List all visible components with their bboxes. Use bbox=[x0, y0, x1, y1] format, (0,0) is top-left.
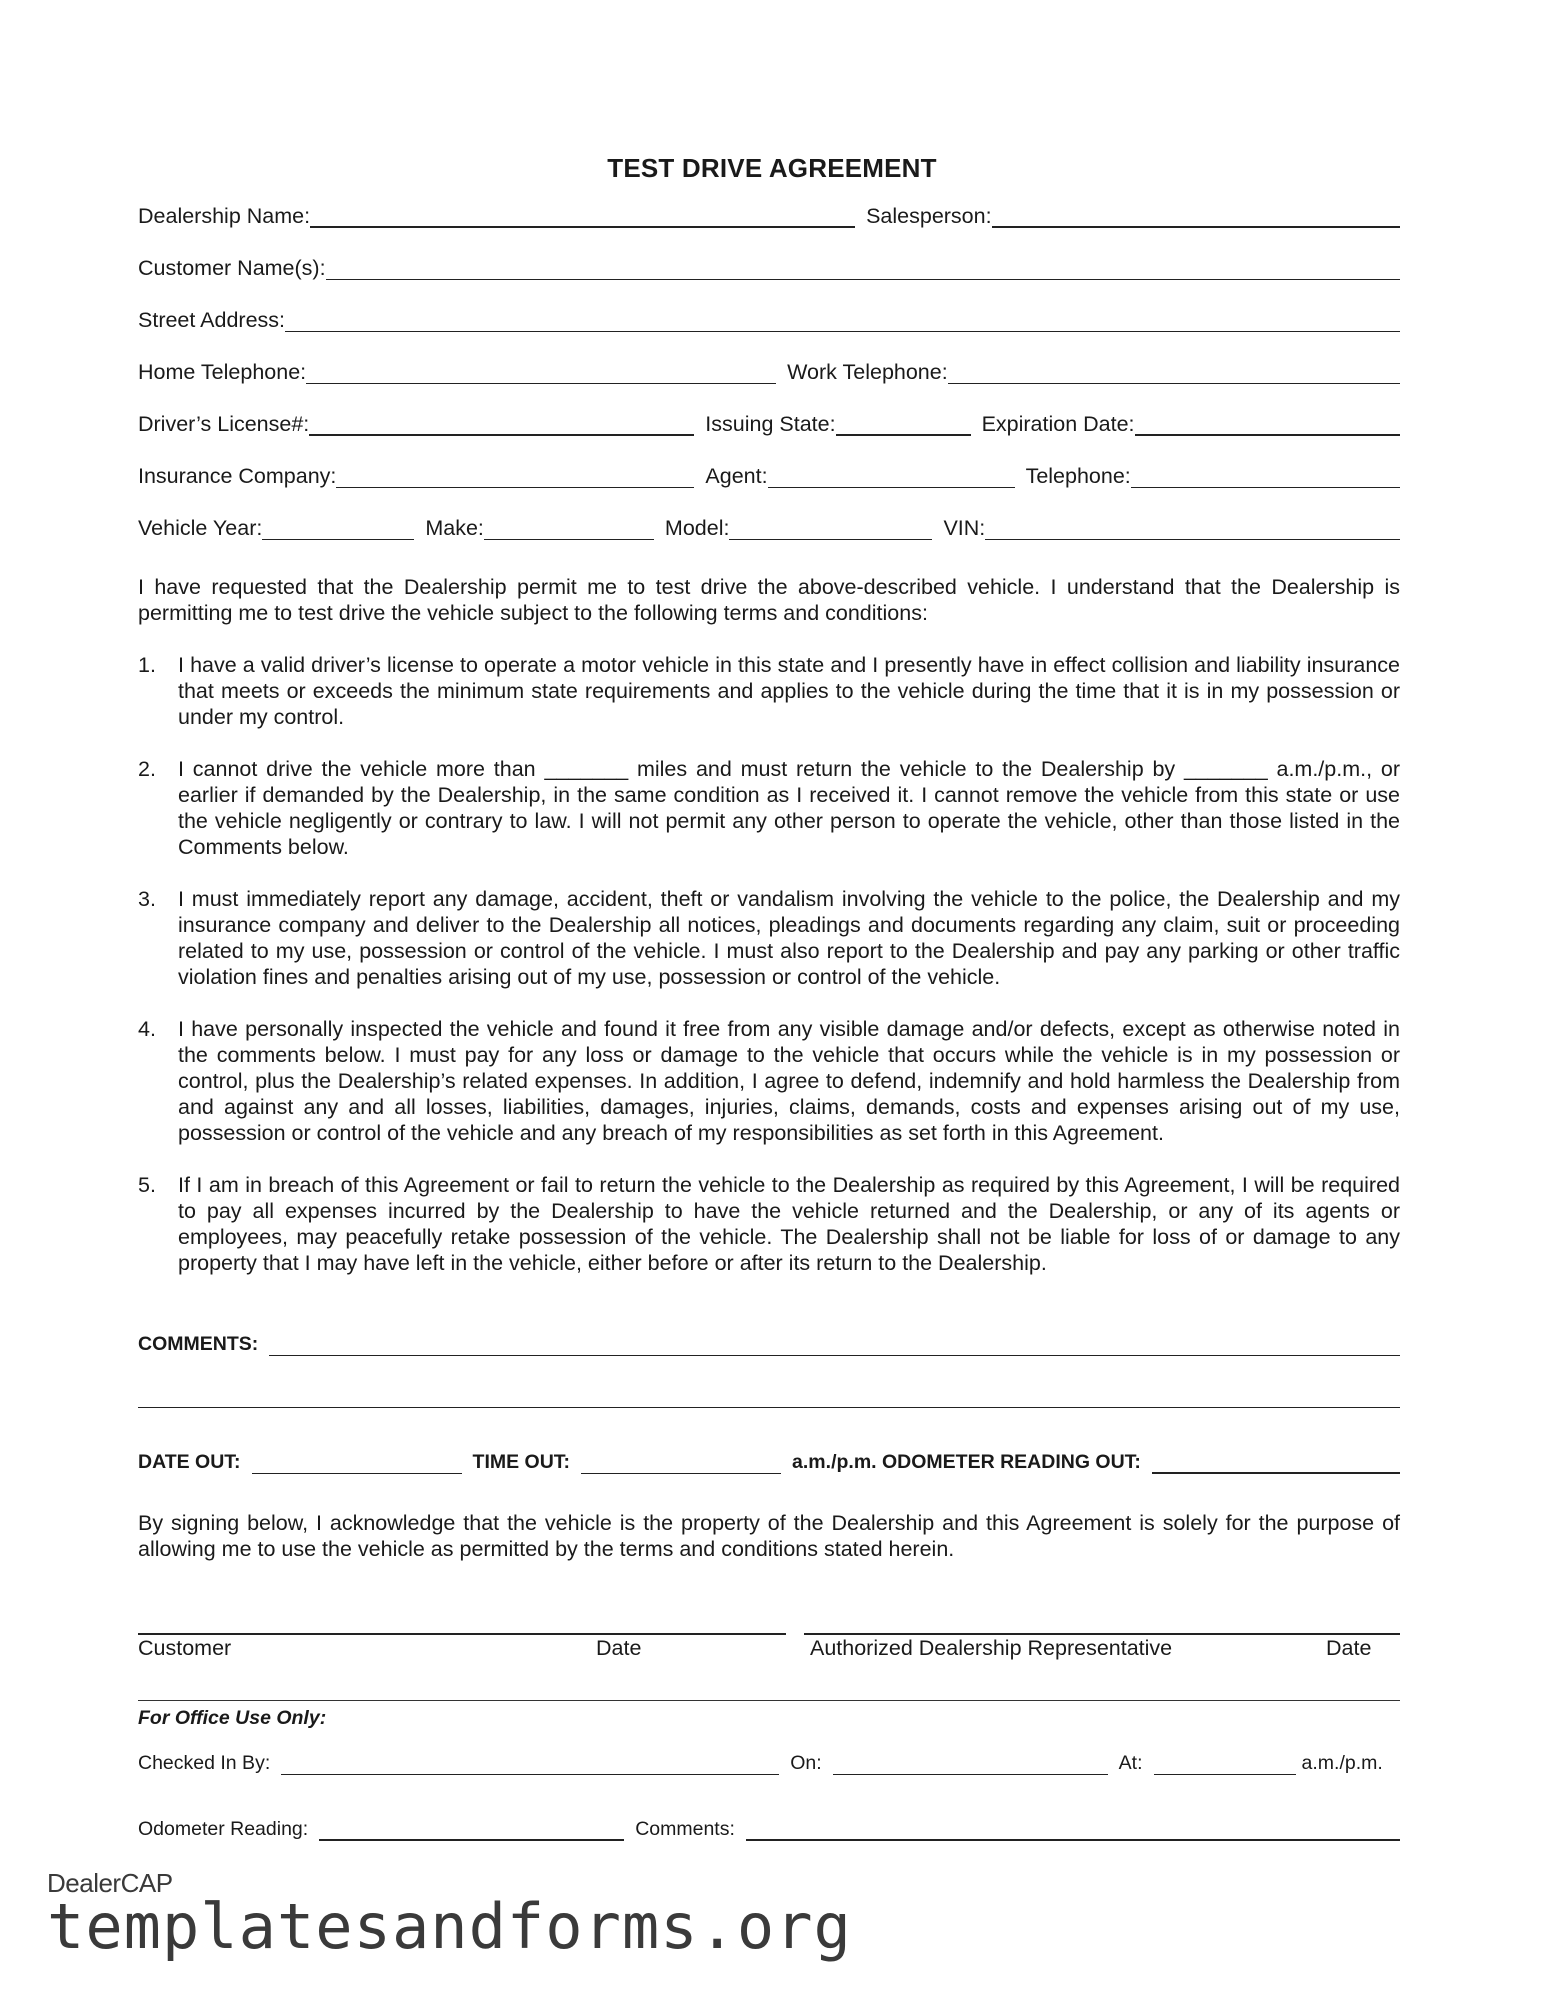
vin-label: VIN: bbox=[943, 516, 986, 540]
vehicle-year-label: Vehicle Year: bbox=[138, 516, 263, 540]
checked-in-row bbox=[138, 1745, 1400, 1775]
agent-label: Agent: bbox=[705, 464, 768, 488]
checkout-row bbox=[138, 1444, 1400, 1474]
comments-row bbox=[138, 1326, 1400, 1356]
expiration-date-field[interactable] bbox=[1135, 412, 1400, 436]
home-telephone-label: Home Telephone: bbox=[138, 360, 307, 384]
model-field[interactable] bbox=[729, 517, 932, 540]
acknowledgement-paragraph: By signing below, I acknowledge that the vehicle is the property of the Dealership and this Agreement is solely for the purpose of allowing me to use the vehicle as permitted by the terms and conditions stated herein. bbox=[138, 1511, 1400, 1561]
checked-on-label: On: bbox=[790, 1752, 822, 1774]
site-watermark: templatesandforms.org bbox=[47, 1890, 852, 1963]
checked-at-field[interactable] bbox=[1154, 1752, 1296, 1775]
term-item bbox=[138, 1172, 1400, 1276]
customer-date-label: Date bbox=[596, 1636, 642, 1660]
checked-at-label: At: bbox=[1118, 1752, 1143, 1774]
odometer-reading-field[interactable] bbox=[319, 1817, 624, 1841]
comments-row-2 bbox=[138, 1378, 1400, 1408]
office-use-heading: For Office Use Only: bbox=[138, 1707, 327, 1729]
vin-field[interactable] bbox=[985, 517, 1400, 540]
dealercap-logo: DealerCAP bbox=[47, 1868, 173, 1898]
license-row bbox=[138, 406, 1400, 436]
telephone-row bbox=[138, 354, 1400, 384]
odometer-out-field[interactable] bbox=[1152, 1450, 1400, 1474]
dealership-row bbox=[138, 198, 1400, 228]
date-out-field[interactable] bbox=[252, 1451, 462, 1474]
term-text: I have a valid driver’s license to operate a motor vehicle in this state and I presently have in effect collision and liability insurance that meets or exceeds the minimum state requirements and applies to the vehicle during the time that it is in my possession or under my control. bbox=[178, 653, 1400, 729]
vehicle-row bbox=[138, 510, 1400, 540]
terms-list bbox=[138, 652, 1400, 1302]
insurance-telephone-field[interactable] bbox=[1131, 465, 1400, 488]
model-label: Model: bbox=[664, 516, 730, 540]
issuing-state-field[interactable] bbox=[836, 412, 971, 436]
insurance-company-label: Insurance Company: bbox=[138, 464, 337, 488]
intro-paragraph: I have requested that the Dealership permit me to test drive the above-described vehicle. I understand that the Dealership is permitting me to test drive the vehicle subject to the following terms and conditions: bbox=[138, 575, 1400, 625]
comments-label: COMMENTS: bbox=[138, 1333, 259, 1355]
insurance-company-field[interactable] bbox=[336, 465, 694, 488]
document-title: TEST DRIVE AGREEMENT bbox=[607, 153, 937, 183]
dealership-name-label: Dealership Name: bbox=[138, 204, 311, 228]
work-telephone-label: Work Telephone: bbox=[787, 360, 948, 384]
comments-field-2[interactable] bbox=[138, 1385, 1400, 1408]
work-telephone-field[interactable] bbox=[948, 361, 1400, 384]
term-number: 3. bbox=[138, 887, 156, 911]
term-item bbox=[138, 756, 1400, 860]
street-address-label: Street Address: bbox=[138, 308, 285, 332]
representative-signature-line[interactable] bbox=[804, 1633, 1400, 1635]
salesperson-field[interactable] bbox=[992, 204, 1400, 228]
street-address-field[interactable] bbox=[285, 309, 1400, 332]
term-number: 2. bbox=[138, 757, 156, 781]
term-text: I cannot drive the vehicle more than _______ miles and must return the vehicle to the Dealership by _______ a.m./p.m., or earlier if demanded by the Dealership, in the same condition as I received it. I cannot remove the vehicle from this state or use the vehicle negligently or contrary to law. I will not permit any other person to operate the vehicle, other than those listed in the Comments below. bbox=[178, 757, 1400, 859]
checked-ampm-label: a.m./p.m. bbox=[1301, 1752, 1383, 1774]
issuing-state-label: Issuing State: bbox=[705, 412, 836, 436]
salesperson-label: Salesperson: bbox=[866, 204, 992, 228]
make-field[interactable] bbox=[484, 517, 654, 540]
customer-row bbox=[138, 250, 1400, 280]
representative-signature-label: Authorized Dealership Representative bbox=[810, 1636, 1173, 1660]
odometer-reading-label: Odometer Reading: bbox=[138, 1818, 309, 1840]
checked-in-by-label: Checked In By: bbox=[138, 1752, 271, 1774]
term-number: 5. bbox=[138, 1173, 156, 1197]
term-item bbox=[138, 1016, 1400, 1146]
customer-signature-line[interactable] bbox=[138, 1633, 786, 1635]
insurance-telephone-label: Telephone: bbox=[1025, 464, 1131, 488]
vehicle-year-field[interactable] bbox=[262, 517, 414, 540]
customer-signature-label: Customer bbox=[138, 1636, 232, 1660]
term-text: I must immediately report any damage, accident, theft or vandalism involving the vehicle to the police, the Dealership and my insurance company and deliver to the Dealership all notices, pleadings and documents regarding any claim, suit or proceeding related to my use, possession or control of the vehicle. I must also report to the Dealership and pay any parking or other traffic violation fines and penalties arising out of my use, possession or control of the vehicle. bbox=[178, 887, 1400, 989]
office-comments-field[interactable] bbox=[746, 1817, 1400, 1841]
office-divider bbox=[138, 1700, 1400, 1701]
representative-date-label: Date bbox=[1326, 1636, 1372, 1660]
customer-names-label: Customer Name(s): bbox=[138, 256, 326, 280]
make-label: Make: bbox=[425, 516, 484, 540]
term-text: I have personally inspected the vehicle and found it free from any visible damage and/or defects, except as otherwise noted in the comments below. I must pay for any loss or damage to the vehicle that occurs while the vehicle is in my possession or control, plus the Dealership’s related expenses. In addition, I agree to defend, indemnify and hold harmless the Dealership from and against any and all losses, liabilities, damages, injuries, claims, demands, costs and expenses arising out of my use, possession or control of the vehicle and any breach of my responsibilities as set forth in this Agreement. bbox=[178, 1017, 1400, 1145]
term-number: 4. bbox=[138, 1017, 156, 1041]
home-telephone-field[interactable] bbox=[306, 361, 776, 384]
odometer-out-label: a.m./p.m. ODOMETER READING OUT: bbox=[792, 1451, 1141, 1473]
drivers-license-field[interactable] bbox=[309, 412, 694, 436]
checked-on-field[interactable] bbox=[833, 1752, 1108, 1775]
drivers-license-label: Driver’s License#: bbox=[138, 412, 310, 436]
time-out-label: TIME OUT: bbox=[472, 1451, 571, 1473]
expiration-date-label: Expiration Date: bbox=[981, 412, 1135, 436]
insurance-row bbox=[138, 458, 1400, 488]
address-row bbox=[138, 302, 1400, 332]
time-out-field[interactable] bbox=[581, 1451, 781, 1474]
agent-field[interactable] bbox=[768, 465, 1015, 488]
odometer-row bbox=[138, 1811, 1400, 1841]
office-comments-label: Comments: bbox=[635, 1818, 735, 1840]
term-item bbox=[138, 886, 1400, 990]
comments-field[interactable] bbox=[269, 1333, 1400, 1356]
checked-in-by-field[interactable] bbox=[281, 1752, 779, 1775]
dealership-name-field[interactable] bbox=[310, 204, 855, 228]
customer-names-field[interactable] bbox=[326, 257, 1400, 280]
term-number: 1. bbox=[138, 653, 156, 677]
term-text: If I am in breach of this Agreement or fail to return the vehicle to the Dealership as required by this Agreement, I will be required to pay all expenses incurred by the Dealership to have the vehicle returned and the Dealership, or any of its agents or employees, may peacefully retake possession of the vehicle. The Dealership shall not be liable for loss of or damage to any property that I may have left in the vehicle, either before or after its return to the Dealership. bbox=[178, 1173, 1400, 1275]
date-out-label: DATE OUT: bbox=[138, 1451, 241, 1473]
term-item bbox=[138, 652, 1400, 730]
